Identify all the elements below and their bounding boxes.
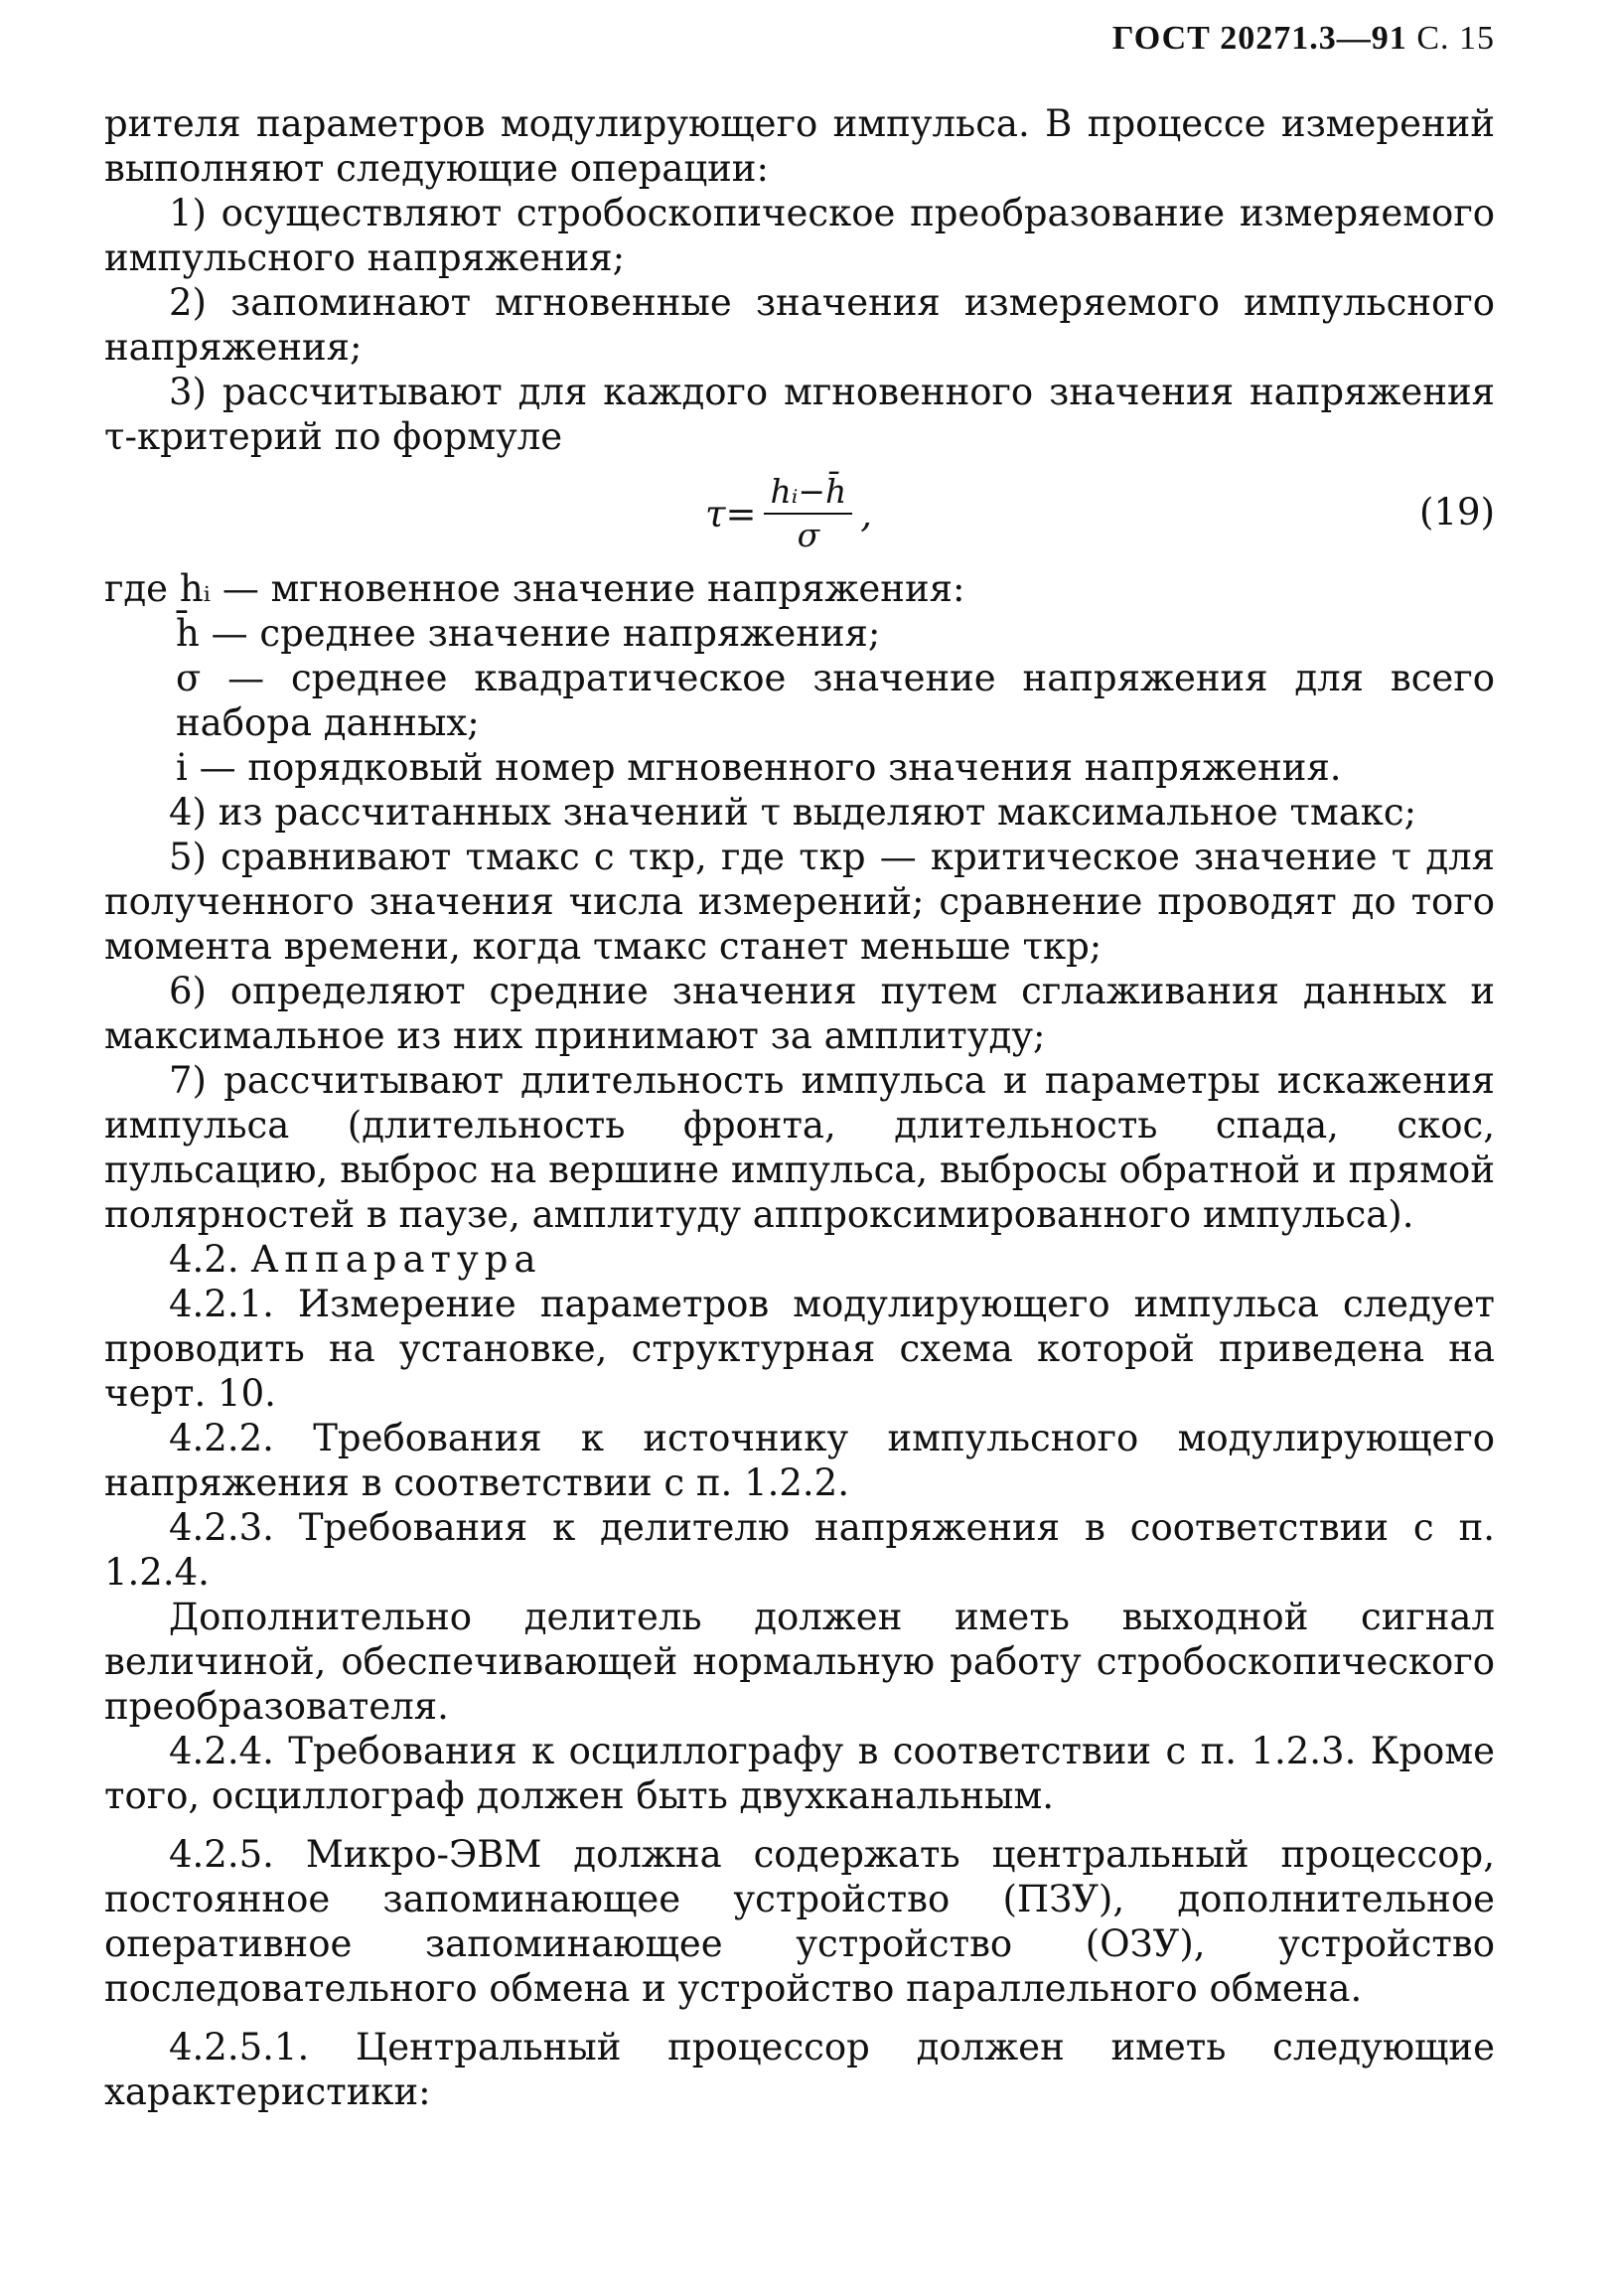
- page-number: С. 15: [1416, 20, 1495, 57]
- clause-4-2-3-addition: Дополнительно делитель должен иметь выходной сигнал величиной, обеспечивающей нормальную работу стробоскопического преобразователя.: [104, 1596, 1495, 1728]
- section-title: Аппаратура: [250, 1238, 542, 1281]
- page-header: [104, 20, 1495, 58]
- clause-4-2-1: 4.2.1. Измерение параметров модулирующего импульса следует проводить на установке, структурная схема которой приведена на черт. 10.: [104, 1283, 1495, 1415]
- clause-4-2-5-1: 4.2.5.1. Центральный процессор должен иметь следующие характеристики:: [104, 2026, 1495, 2113]
- definition-i: i — порядковый номер мгновенного значения напряжения.: [176, 746, 1342, 789]
- definition-hi: где hᵢ — мгновенное значение напряжения:: [104, 567, 965, 610]
- formula-19: [104, 469, 1495, 558]
- formula-comma: ,: [860, 492, 873, 536]
- standard-number: ГОСТ 20271.3—91: [1111, 20, 1407, 57]
- formula-expression: [705, 469, 872, 558]
- section-number: 4.2.: [169, 1238, 239, 1281]
- document-page: [104, 20, 1495, 2114]
- clause-4-2-4: 4.2.4. Требования к осциллографу в соответствии с п. 1.2.3. Кроме того, осциллограф должен быть двухканальным.: [104, 1730, 1495, 1817]
- formula-numerator: hᵢ−h̄: [764, 473, 852, 515]
- definition-sigma: σ — среднее квадратическое значение напряжения для всего набора данных;: [176, 657, 1495, 744]
- step-4: 4) из рассчитанных значений τ выделяют максимальное τмакс;: [169, 791, 1417, 834]
- step-5: 5) сравнивают τмакс с τкр, где τкр — критическое значение τ для полученного значения числа измерений; сравнение проводят до того момента времени, когда τмакс станет меньше τкр;: [104, 836, 1495, 968]
- step-2: 2) запоминают мгновенные значения измеряемого импульсного напряжения;: [104, 281, 1495, 369]
- clause-4-2-2: 4.2.2. Требования к источнику импульсного модулирующего напряжения в соответствии с п. 1.2.2.: [104, 1417, 1495, 1504]
- formula-denominator: σ: [797, 516, 820, 554]
- definition-h-mean: h̄ — среднее значение напряжения;: [176, 612, 881, 655]
- step-7: 7) рассчитывают длительность импульса и параметры искажения импульса (длительность фронта, длительность спада, скос, пульсацию, выброс на вершине импульса, выбросы обратной и прямой полярностей в паузе, амплитуду аппроксимированного импульса).: [104, 1059, 1495, 1236]
- paragraph: рителя параметров модулирующего импульса. В процессе измерений выполняют следующие операции:: [104, 102, 1495, 190]
- clause-4-2-3: 4.2.3. Требования к делителю напряжения в соответствии с п. 1.2.4.: [104, 1506, 1495, 1594]
- formula-lhs: τ=: [705, 492, 757, 536]
- step-1: 1) осуществляют стробоскопическое преобразование измеряемого импульсного напряжения;: [104, 192, 1495, 279]
- formula-fraction: [764, 473, 852, 554]
- step-3: 3) рассчитывают для каждого мгновенного значения напряжения τ-критерий по формуле: [104, 371, 1495, 458]
- step-6: 6) определяют средние значения путем сглаживания данных и максимальное из них принимают за амплитуду;: [104, 970, 1495, 1057]
- section-heading: [104, 1237, 1495, 1282]
- clause-4-2-5: 4.2.5. Микро-ЭВМ должна содержать центральный процессор, постоянное запоминающее устройство (ПЗУ), дополнительное оперативное запоминающее устройство (ОЗУ), устройство последовательного обмена и устройство параллельного обмена.: [104, 1833, 1495, 2010]
- formula-number: (19): [1419, 491, 1495, 534]
